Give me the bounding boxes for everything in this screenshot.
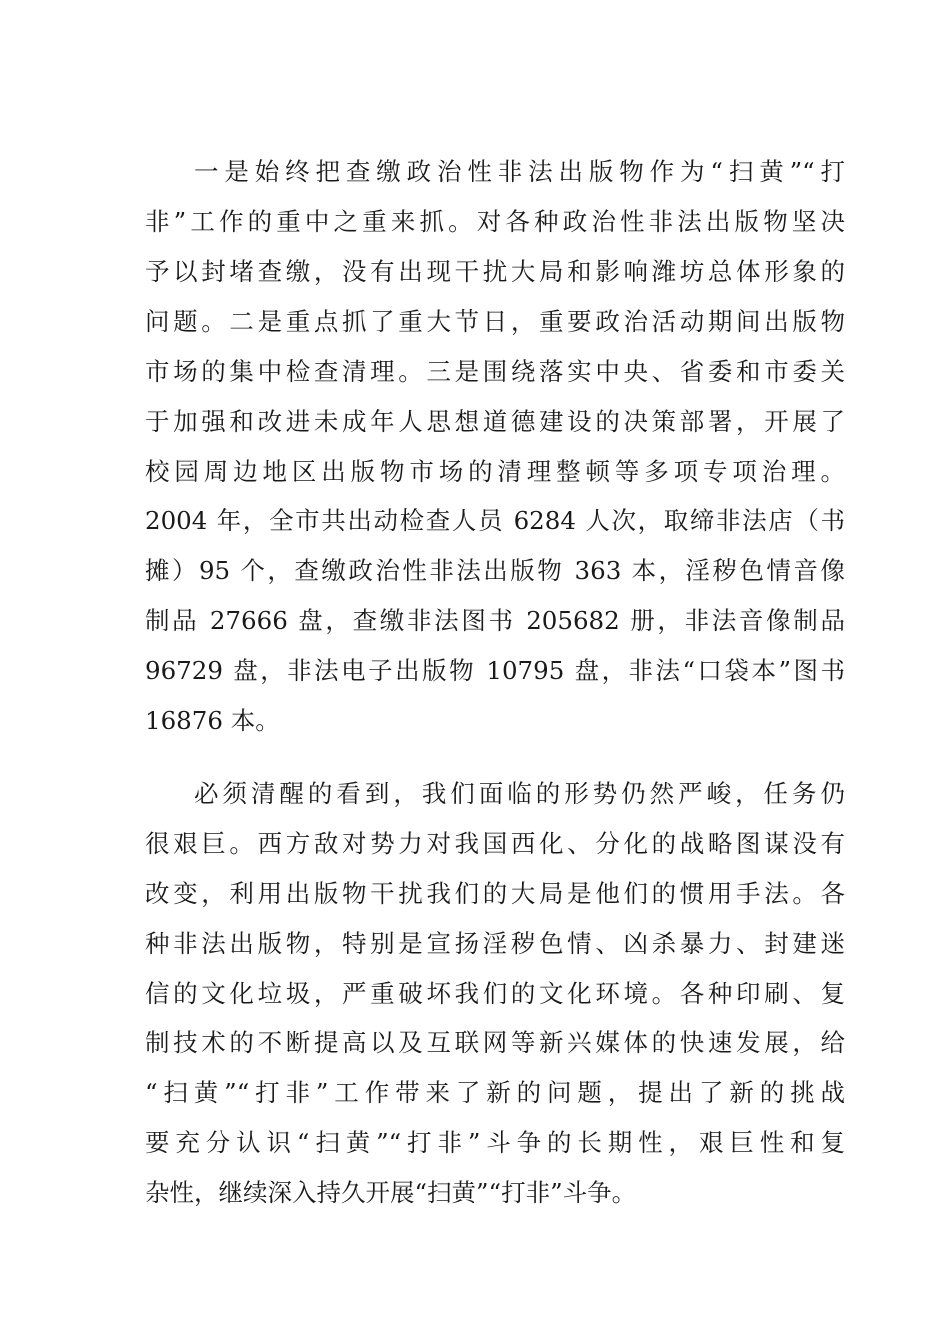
text-line: 问题。二是重点抓了重大节日，重要政治活动期间出版物 xyxy=(145,307,845,336)
text-line: 种非法出版物，特别是宣扬淫秽色情、凶杀暴力、封建迷 xyxy=(145,929,845,958)
text-line: 改变，利用出版物干扰我们的大局是他们的惯用手法。各 xyxy=(145,879,845,908)
text-line: 一是始终把查缴政治性非法出版物作为“扫黄”“打 xyxy=(194,157,845,186)
text-line: 于加强和改进未成年人思想道德建设的决策部署，开展了 xyxy=(145,407,845,436)
text-line: 予以封堵查缴，没有出现干扰大局和影响潍坊总体形象的 xyxy=(145,257,845,286)
text-line: 非”工作的重中之重来抓。对各种政治性非法出版物坚决 xyxy=(145,207,845,236)
text-line: 必须清醒的看到，我们面临的形势仍然严峻，任务仍 xyxy=(194,779,845,808)
text-line: 杂性，继续深入持久开展“扫黄”“打非”斗争。 xyxy=(145,1178,637,1207)
text-line: 很艰巨。西方敌对势力对我国西化、分化的战略图谋没有 xyxy=(145,829,845,858)
text-line: 16876 本。 xyxy=(145,706,280,735)
text-line: 制技术的不断提高以及互联网等新兴媒体的快速发展，给 xyxy=(145,1028,845,1057)
text-line: 市场的集中检查清理。三是围绕落实中央、省委和市委关 xyxy=(145,357,845,386)
text-line: 2004 年，全市共出动检查人员 6284 人次，取缔非法店（书 xyxy=(145,506,845,535)
text-line: 要充分认识“扫黄”“打非”斗争的长期性，艰巨性和复 xyxy=(145,1128,845,1157)
text-line: 校园周边地区出版物市场的清理整顿等多项专项治理。 xyxy=(145,457,845,486)
text-line: 制品 27666 盘，查缴非法图书 205682 册，非法音像制品 xyxy=(145,606,845,635)
text-line: 信的文化垃圾，严重破坏我们的文化环境。各种印刷、复 xyxy=(145,979,845,1008)
text-line: “扫黄”“打非”工作带来了新的问题，提出了新的挑战 xyxy=(145,1078,845,1107)
text-line: 摊）95 个，查缴政治性非法出版物 363 本，淫秽色情音像 xyxy=(145,556,845,585)
text-line: 96729 盘，非法电子出版物 10795 盘，非法“口袋本”图书 xyxy=(145,656,845,685)
